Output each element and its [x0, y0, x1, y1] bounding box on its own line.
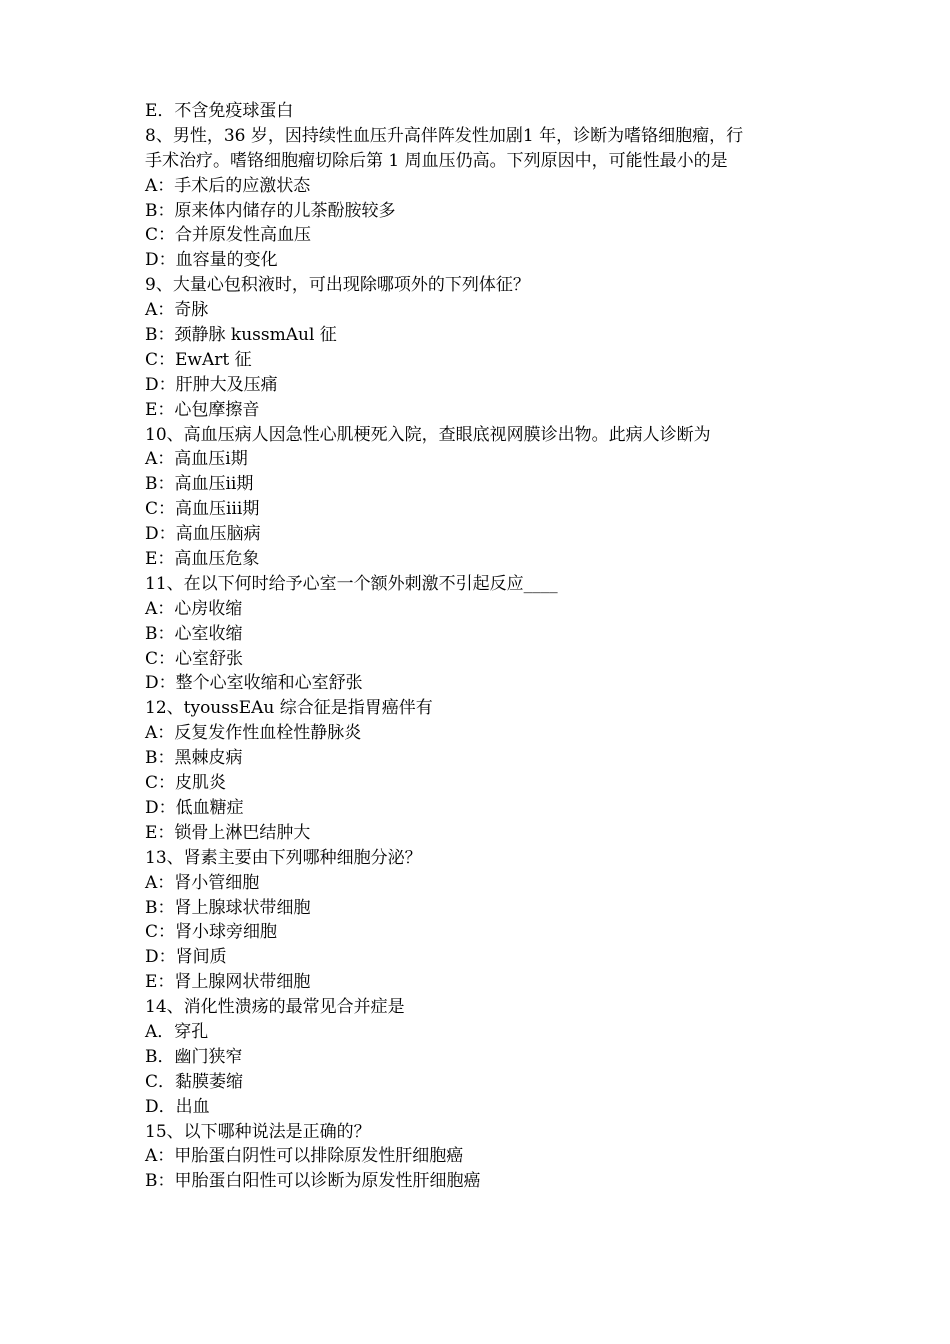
question-10-option-b: B：高血压ⅱ期 [145, 474, 254, 495]
question-8-line-2: 手术治疗。嗜铬细胞瘤切除后第 1 周血压仍高。下列原因中，可能性最小的是 [145, 150, 728, 171]
question-8-option-b: B：原来体内储存的儿茶酚胺较多 [145, 200, 396, 221]
question-10-option-a: A：高血压ⅰ期 [145, 449, 248, 470]
question-15-text: 15、以下哪种说法是正确的？ [145, 1121, 371, 1142]
question-9-option-d: D：肝肿大及压痛 [145, 374, 278, 395]
question-15-option-b: B：甲胎蛋白阳性可以诊断为原发性肝细胞癌 [145, 1171, 481, 1192]
option-e-text: E．不含免疫球蛋白 [145, 101, 294, 121]
question-12-option-e: E：锁骨上淋巴结肿大 [145, 822, 311, 843]
question-11-option-a: A：心房收缩 [145, 598, 243, 619]
question-15-option-a: A：甲胎蛋白阴性可以排除原发性肝细胞癌 [145, 1146, 464, 1167]
question-9-option-c: C：EwArt 征 [145, 349, 252, 370]
question-8-option-d: D：血容量的变化 [145, 250, 278, 271]
question-8-option-a: A：手术后的应激状态 [145, 175, 311, 196]
question-10-option-e: E：高血压危象 [145, 549, 260, 570]
question-14-option-b: B．幽门狭窄 [145, 1046, 243, 1067]
question-11-option-c: C：心室舒张 [145, 648, 244, 669]
question-14-option-c: C．黏膜萎缩 [145, 1071, 244, 1092]
question-8-option-c: C：合并原发性高血压 [145, 225, 312, 246]
question-9-option-a: A：奇脉 [145, 300, 209, 321]
question-12-text: 12、tyoussEAu 综合征是指胃癌伴有 [145, 698, 433, 719]
question-8-line-1: 8、男性，36 岁，因持续性血压升高伴阵发性加剧1 年，诊断为嗜铬细胞瘤，行 [145, 125, 744, 146]
question-10-option-d: D：高血压脑病 [145, 524, 261, 545]
question-12-option-b: B：黑棘皮病 [145, 748, 243, 769]
question-13-option-a: A：肾小管细胞 [145, 872, 260, 893]
question-11-text: 11、在以下何时给予心室一个额外刺激不引起反应____ [145, 573, 558, 594]
question-10-option-c: C：高血压ⅲ期 [145, 499, 260, 520]
question-13-option-b: B：肾上腺球状带细胞 [145, 897, 311, 918]
question-13-option-c: C：肾小球旁细胞 [145, 922, 278, 943]
question-12-option-d: D：低血糖症 [145, 797, 244, 818]
question-14-option-d: D．出血 [145, 1096, 210, 1117]
question-13-option-e: E：肾上腺网状带细胞 [145, 972, 311, 993]
question-9-option-b: B：颈静脉 kussmAul 征 [145, 325, 337, 346]
question-13-option-d: D：肾间质 [145, 947, 227, 968]
question-14-text: 14、消化性溃疡的最常见合并症是 [145, 997, 405, 1018]
question-14-option-a: A．穿孔 [145, 1021, 209, 1042]
question-11-option-b: B：心室收缩 [145, 623, 243, 644]
question-9-text: 9、大量心包积液时，可出现除哪项外的下列体征？ [145, 275, 530, 296]
document-page [145, 99, 815, 1194]
question-9-option-e: E：心包摩擦音 [145, 399, 260, 420]
question-11-option-d: D：整个心室收缩和心室舒张 [145, 673, 363, 694]
question-12-option-a: A：反复发作性血栓性静脉炎 [145, 723, 362, 744]
question-10-text: 10、高血压病人因急性心肌梗死入院，查眼底视网膜诊出物。此病人诊断为 [145, 424, 711, 445]
question-13-text: 13、肾素主要由下列哪种细胞分泌？ [145, 847, 422, 868]
question-12-option-c: C：皮肌炎 [145, 773, 227, 794]
